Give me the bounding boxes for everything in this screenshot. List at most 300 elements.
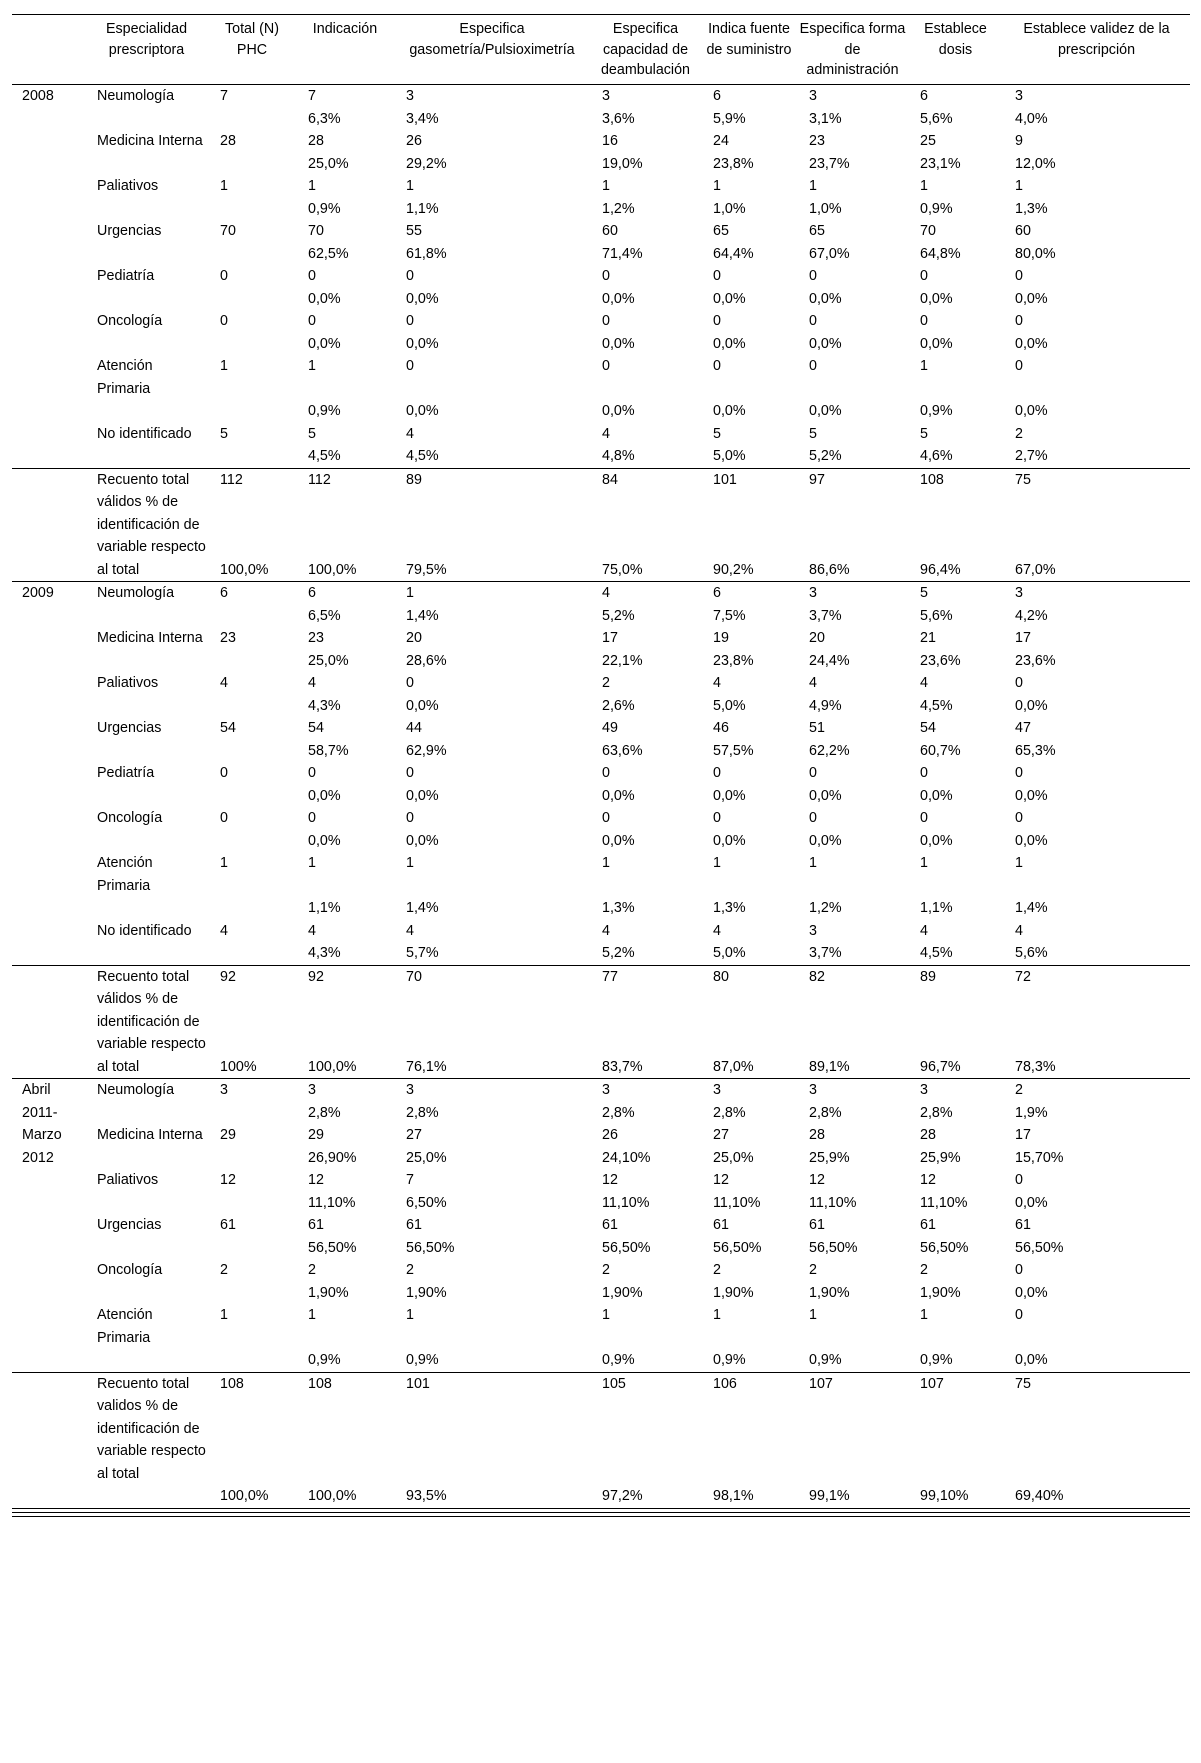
percent-cell: 0,0% bbox=[406, 335, 439, 352]
table-row bbox=[12, 1237, 1190, 1260]
empty-cell bbox=[85, 153, 208, 176]
total-cell: 5 bbox=[220, 425, 228, 442]
specialty-cell: Pediatría bbox=[97, 765, 155, 781]
count-cell: 0 bbox=[1015, 765, 1023, 781]
count-cell: 0 bbox=[602, 268, 610, 284]
specialty-cell: Oncología bbox=[97, 313, 163, 329]
count-cell: 60 bbox=[1015, 223, 1031, 239]
table-row bbox=[12, 423, 1190, 446]
total-label-tail-cell: al total bbox=[97, 1058, 140, 1075]
table-row bbox=[12, 650, 1190, 673]
empty-cell bbox=[208, 1237, 296, 1260]
count-cell: 28 bbox=[920, 1127, 936, 1143]
count-cell: 3 bbox=[602, 88, 610, 104]
count-cell: 4 bbox=[308, 922, 316, 939]
percent-cell: 56,50% bbox=[308, 1239, 357, 1256]
total-count-cell: 72 bbox=[1015, 968, 1031, 985]
total-percent-cell: 100,0% bbox=[308, 1058, 357, 1075]
percent-cell: 1,1% bbox=[920, 900, 953, 916]
total-count-cell: 101 bbox=[713, 471, 737, 488]
count-cell: 0 bbox=[1015, 313, 1023, 329]
table-row bbox=[12, 942, 1190, 965]
count-cell: 17 bbox=[1015, 1127, 1031, 1143]
percent-cell: 80,0% bbox=[1015, 245, 1056, 262]
percent-cell: 1,4% bbox=[1015, 900, 1048, 916]
empty-cell bbox=[208, 785, 296, 808]
percent-cell: 0,0% bbox=[809, 335, 842, 352]
count-cell: 61 bbox=[713, 1217, 729, 1233]
total-count-cell: 89 bbox=[920, 968, 936, 985]
percent-cell: 23,8% bbox=[713, 155, 754, 172]
table-row bbox=[12, 1214, 1190, 1237]
empty-cell bbox=[85, 400, 208, 423]
count-cell: 9 bbox=[1015, 133, 1023, 149]
count-cell: 1 bbox=[713, 1307, 721, 1323]
percent-cell: 64,4% bbox=[713, 245, 754, 262]
percent-cell: 0,0% bbox=[920, 787, 953, 804]
percent-cell: 71,4% bbox=[602, 245, 643, 262]
table-row bbox=[12, 897, 1190, 920]
percent-cell: 2,8% bbox=[920, 1104, 953, 1121]
percent-cell: 0,0% bbox=[713, 403, 746, 419]
percent-cell: 12,0% bbox=[1015, 155, 1056, 172]
percent-cell: 4,8% bbox=[602, 448, 635, 464]
percent-cell: 56,50% bbox=[602, 1239, 651, 1256]
empty-cell bbox=[12, 468, 85, 559]
count-cell: 54 bbox=[308, 720, 324, 736]
total-cell: 0 bbox=[220, 268, 228, 284]
count-cell: 17 bbox=[602, 630, 618, 646]
count-cell: 0 bbox=[920, 810, 928, 826]
count-cell: 0 bbox=[406, 313, 414, 329]
count-cell: 0 bbox=[1015, 268, 1023, 284]
empty-cell bbox=[85, 1485, 208, 1508]
empty-cell bbox=[85, 897, 208, 920]
table-row bbox=[12, 1192, 1190, 1215]
count-cell: 60 bbox=[602, 223, 618, 239]
percent-cell: 25,9% bbox=[920, 1149, 961, 1166]
empty-cell bbox=[85, 830, 208, 853]
total-percent-cell: 83,7% bbox=[602, 1058, 643, 1075]
count-cell: 5 bbox=[920, 585, 928, 601]
count-cell: 4 bbox=[602, 922, 610, 939]
percent-cell: 62,9% bbox=[406, 742, 447, 759]
percent-cell: 0,0% bbox=[602, 403, 635, 419]
table-header bbox=[12, 15, 1190, 85]
percent-cell: 19,0% bbox=[602, 155, 643, 172]
percent-cell: 5,2% bbox=[809, 448, 842, 464]
percent-cell: 23,8% bbox=[713, 652, 754, 669]
percent-cell: 4,5% bbox=[308, 448, 341, 464]
percent-cell: 6,3% bbox=[308, 110, 341, 127]
percent-cell: 2,7% bbox=[1015, 448, 1048, 464]
count-cell: 1 bbox=[809, 1307, 817, 1323]
count-cell: 0 bbox=[920, 313, 928, 329]
empty-cell bbox=[85, 942, 208, 965]
total-percent-cell: 100,0% bbox=[220, 1488, 269, 1504]
count-cell: 61 bbox=[602, 1217, 618, 1233]
percent-cell: 0,0% bbox=[406, 403, 439, 419]
total-cell: 1 bbox=[220, 178, 228, 194]
percent-cell: 3,6% bbox=[602, 110, 635, 127]
count-cell: 1 bbox=[308, 1307, 316, 1323]
total-percent-cell: 89,1% bbox=[809, 1058, 850, 1075]
percent-cell: 1,1% bbox=[406, 200, 439, 217]
count-cell: 23 bbox=[809, 133, 825, 149]
empty-cell bbox=[208, 1349, 296, 1372]
percent-cell: 0,0% bbox=[713, 832, 746, 849]
count-cell: 0 bbox=[406, 810, 414, 826]
total-count-cell: 108 bbox=[220, 1375, 244, 1392]
empty-cell bbox=[85, 1147, 208, 1170]
table-row bbox=[12, 1259, 1190, 1282]
total-count-cell: 105 bbox=[602, 1375, 626, 1392]
percent-cell: 0,0% bbox=[809, 787, 842, 804]
total-percent-cell: 90,2% bbox=[713, 561, 754, 578]
total-row bbox=[12, 468, 1190, 559]
percent-cell: 1,90% bbox=[809, 1284, 850, 1301]
percent-cell: 2,8% bbox=[406, 1104, 439, 1121]
count-cell: 2 bbox=[809, 1262, 817, 1278]
percent-cell: 26,90% bbox=[308, 1149, 357, 1166]
table-row bbox=[12, 1282, 1190, 1305]
table-row bbox=[12, 830, 1190, 853]
count-cell: 3 bbox=[809, 88, 817, 104]
count-cell: 0 bbox=[308, 765, 316, 781]
empty-cell bbox=[208, 1147, 296, 1170]
percent-cell: 0,0% bbox=[308, 335, 341, 352]
total-cell: 28 bbox=[220, 133, 236, 149]
count-cell: 1 bbox=[602, 1307, 610, 1323]
count-cell: 65 bbox=[809, 223, 825, 239]
total-count-cell: 92 bbox=[308, 968, 324, 985]
count-cell: 70 bbox=[308, 223, 324, 239]
percent-cell: 2,6% bbox=[602, 697, 635, 714]
table-row bbox=[12, 1304, 1190, 1349]
prescription-table bbox=[12, 14, 1190, 1509]
count-cell: 65 bbox=[713, 223, 729, 239]
count-cell: 0 bbox=[920, 765, 928, 781]
total-percent-cell: 86,6% bbox=[809, 561, 850, 578]
count-cell: 1 bbox=[602, 855, 610, 871]
total-row bbox=[12, 1056, 1190, 1079]
count-cell: 19 bbox=[713, 630, 729, 646]
count-cell: 1 bbox=[809, 178, 817, 194]
total-percent-cell: 100,0% bbox=[308, 561, 357, 578]
empty-cell bbox=[85, 1237, 208, 1260]
count-cell: 12 bbox=[713, 1172, 729, 1188]
count-cell: 0 bbox=[1015, 1172, 1023, 1188]
percent-cell: 0,9% bbox=[920, 200, 953, 217]
count-cell: 61 bbox=[920, 1217, 936, 1233]
count-cell: 2 bbox=[713, 1262, 721, 1278]
table-row bbox=[12, 1124, 1190, 1147]
percent-cell: 0,0% bbox=[406, 697, 439, 714]
specialty-cell: Atención Primaria bbox=[97, 358, 153, 397]
count-cell: 16 bbox=[602, 133, 618, 149]
table-row bbox=[12, 1349, 1190, 1372]
count-cell: 7 bbox=[406, 1172, 414, 1188]
count-cell: 0 bbox=[406, 675, 414, 691]
specialty-cell: Urgencias bbox=[97, 720, 162, 736]
total-cell: 54 bbox=[220, 720, 236, 736]
count-cell: 21 bbox=[920, 630, 936, 646]
count-cell: 51 bbox=[809, 720, 825, 736]
header-gasometria: Especifica gasometría/Pulsioximetría bbox=[409, 21, 575, 58]
total-percent-cell: 99,1% bbox=[809, 1488, 850, 1504]
count-cell: 5 bbox=[713, 425, 721, 442]
empty-cell bbox=[85, 1102, 208, 1125]
total-label-cell: Recuento total válidos % de identificación de variable respecto bbox=[97, 471, 206, 555]
percent-cell: 5,6% bbox=[1015, 945, 1048, 961]
count-cell: 26 bbox=[406, 133, 422, 149]
count-cell: 46 bbox=[713, 720, 729, 736]
percent-cell: 4,5% bbox=[920, 945, 953, 961]
count-cell: 2 bbox=[920, 1262, 928, 1278]
count-cell: 2 bbox=[1015, 425, 1023, 442]
count-cell: 0 bbox=[602, 765, 610, 781]
percent-cell: 1,90% bbox=[308, 1284, 349, 1301]
table-row bbox=[12, 175, 1190, 198]
table-row bbox=[12, 785, 1190, 808]
percent-cell: 0,0% bbox=[602, 832, 635, 849]
percent-cell: 2,8% bbox=[602, 1104, 635, 1121]
empty-cell bbox=[208, 605, 296, 628]
percent-cell: 0,0% bbox=[920, 832, 953, 849]
percent-cell: 15,70% bbox=[1015, 1149, 1064, 1166]
count-cell: 0 bbox=[1015, 675, 1023, 691]
percent-cell: 3,7% bbox=[809, 607, 842, 624]
count-cell: 0 bbox=[602, 313, 610, 329]
count-cell: 7 bbox=[308, 88, 316, 104]
count-cell: 1 bbox=[308, 855, 316, 871]
percent-cell: 5,2% bbox=[602, 945, 635, 961]
percent-cell: 62,2% bbox=[809, 742, 850, 759]
percent-cell: 2,8% bbox=[809, 1104, 842, 1121]
count-cell: 6 bbox=[920, 88, 928, 104]
percent-cell: 67,0% bbox=[809, 245, 850, 262]
count-cell: 61 bbox=[1015, 1217, 1031, 1233]
percent-cell: 11,10% bbox=[809, 1194, 857, 1211]
specialty-cell: Neumología bbox=[97, 88, 175, 104]
table-row bbox=[12, 1102, 1190, 1125]
count-cell: 5 bbox=[308, 425, 316, 442]
total-label-cell: Recuento total validos % de identificación de variable respecto al total bbox=[97, 1375, 206, 1482]
total-cell: 61 bbox=[220, 1217, 236, 1233]
table-row bbox=[12, 400, 1190, 423]
percent-cell: 25,0% bbox=[308, 652, 349, 669]
count-cell: 47 bbox=[1015, 720, 1031, 736]
count-cell: 0 bbox=[713, 765, 721, 781]
percent-cell: 0,9% bbox=[308, 403, 341, 419]
percent-cell: 28,6% bbox=[406, 652, 447, 669]
table-body bbox=[12, 85, 1190, 1509]
percent-cell: 0,9% bbox=[308, 200, 341, 217]
count-cell: 1 bbox=[920, 1307, 928, 1323]
percent-cell: 11,10% bbox=[713, 1194, 761, 1211]
empty-cell bbox=[208, 445, 296, 468]
total-percent-cell: 93,5% bbox=[406, 1488, 447, 1504]
count-cell: 1 bbox=[713, 178, 721, 194]
specialty-cell: Neumología bbox=[97, 585, 175, 601]
count-cell: 2 bbox=[1015, 1082, 1023, 1098]
count-cell: 0 bbox=[1015, 358, 1023, 374]
table-row bbox=[12, 310, 1190, 333]
empty-cell bbox=[12, 965, 85, 1056]
count-cell: 2 bbox=[406, 1262, 414, 1278]
percent-cell: 0,0% bbox=[713, 787, 746, 804]
empty-cell bbox=[85, 1282, 208, 1305]
percent-cell: 3,4% bbox=[406, 110, 439, 127]
count-cell: 1 bbox=[920, 358, 928, 374]
empty-cell bbox=[208, 1102, 296, 1125]
count-cell: 12 bbox=[602, 1172, 618, 1188]
count-cell: 0 bbox=[920, 268, 928, 284]
empty-cell bbox=[85, 695, 208, 718]
percent-cell: 23,6% bbox=[1015, 652, 1056, 669]
total-cell: 2 bbox=[220, 1262, 228, 1278]
count-cell: 27 bbox=[713, 1127, 729, 1143]
empty-cell bbox=[208, 198, 296, 221]
percent-cell: 7,5% bbox=[713, 607, 746, 624]
year-cell: Abril 2011-Marzo 2012 bbox=[22, 1082, 62, 1166]
percent-cell: 1,3% bbox=[602, 900, 635, 916]
percent-cell: 0,9% bbox=[920, 403, 953, 419]
percent-cell: 63,6% bbox=[602, 742, 643, 759]
empty-cell bbox=[208, 695, 296, 718]
count-cell: 0 bbox=[1015, 1307, 1023, 1323]
percent-cell: 1,2% bbox=[602, 200, 635, 217]
count-cell: 0 bbox=[308, 268, 316, 284]
percent-cell: 0,0% bbox=[809, 832, 842, 849]
percent-cell: 0,9% bbox=[602, 1352, 635, 1368]
count-cell: 0 bbox=[713, 268, 721, 284]
count-cell: 0 bbox=[809, 810, 817, 826]
count-cell: 0 bbox=[713, 313, 721, 329]
empty-cell bbox=[85, 243, 208, 266]
count-cell: 4 bbox=[602, 425, 610, 442]
total-percent-cell: 76,1% bbox=[406, 1058, 447, 1075]
total-count-cell: 89 bbox=[406, 471, 422, 488]
total-cell: 0 bbox=[220, 765, 228, 781]
total-count-cell: 82 bbox=[809, 968, 825, 985]
percent-cell: 0,0% bbox=[1015, 832, 1048, 849]
total-count-cell: 70 bbox=[406, 968, 422, 985]
count-cell: 3 bbox=[920, 1082, 928, 1098]
percent-cell: 29,2% bbox=[406, 155, 447, 172]
percent-cell: 0,0% bbox=[602, 290, 635, 307]
percent-cell: 0,0% bbox=[406, 832, 439, 849]
year-cell: 2009 bbox=[22, 585, 54, 601]
total-count-cell: 84 bbox=[602, 471, 618, 488]
percent-cell: 0,0% bbox=[1015, 1284, 1048, 1301]
count-cell: 17 bbox=[1015, 630, 1031, 646]
count-cell: 20 bbox=[406, 630, 422, 646]
percent-cell: 4,3% bbox=[308, 945, 341, 961]
percent-cell: 62,5% bbox=[308, 245, 349, 262]
empty-cell bbox=[208, 1282, 296, 1305]
header-deambulacion: Especifica capacidad de deambulación bbox=[600, 21, 691, 78]
percent-cell: 25,0% bbox=[406, 1149, 447, 1166]
total-count-cell: 101 bbox=[406, 1375, 430, 1392]
percent-cell: 1,3% bbox=[1015, 200, 1048, 217]
total-count-cell: 97 bbox=[809, 471, 825, 488]
header-especialidad: Especialidad prescriptora bbox=[105, 21, 188, 58]
total-count-cell: 108 bbox=[308, 1375, 332, 1392]
percent-cell: 4,9% bbox=[809, 697, 842, 714]
percent-cell: 1,1% bbox=[308, 900, 341, 916]
table-row bbox=[12, 445, 1190, 468]
percent-cell: 5,6% bbox=[920, 607, 953, 624]
header-year bbox=[12, 15, 85, 85]
percent-cell: 0,0% bbox=[1015, 290, 1048, 307]
percent-cell: 61,8% bbox=[406, 245, 447, 262]
total-cell: 7 bbox=[220, 88, 228, 104]
count-cell: 61 bbox=[809, 1217, 825, 1233]
percent-cell: 0,0% bbox=[1015, 787, 1048, 804]
percent-cell: 2,8% bbox=[713, 1104, 746, 1121]
table-row bbox=[12, 220, 1190, 243]
total-label-cell: Recuento total válidos % de identificación de variable respecto bbox=[97, 968, 206, 1052]
header-validez: Establece validez de la prescripción bbox=[1023, 21, 1170, 58]
percent-cell: 56,50% bbox=[809, 1239, 858, 1256]
percent-cell: 0,0% bbox=[920, 335, 953, 352]
table-row bbox=[12, 605, 1190, 628]
total-row bbox=[12, 1485, 1190, 1508]
percent-cell: 23,6% bbox=[920, 652, 961, 669]
count-cell: 5 bbox=[920, 425, 928, 442]
percent-cell: 0,0% bbox=[308, 290, 341, 307]
count-cell: 1 bbox=[308, 178, 316, 194]
count-cell: 2 bbox=[602, 1262, 610, 1278]
percent-cell: 0,0% bbox=[308, 787, 341, 804]
percent-cell: 4,0% bbox=[1015, 110, 1048, 127]
empty-cell bbox=[208, 942, 296, 965]
percent-cell: 0,0% bbox=[809, 403, 842, 419]
percent-cell: 0,9% bbox=[406, 1352, 439, 1368]
count-cell: 4 bbox=[920, 675, 928, 691]
percent-cell: 6,5% bbox=[308, 607, 341, 624]
percent-cell: 56,50% bbox=[406, 1239, 455, 1256]
percent-cell: 5,0% bbox=[713, 697, 746, 714]
total-count-cell: 77 bbox=[602, 968, 618, 985]
empty-cell bbox=[208, 153, 296, 176]
total-percent-cell: 96,4% bbox=[920, 561, 961, 578]
count-cell: 6 bbox=[713, 585, 721, 601]
count-cell: 29 bbox=[308, 1127, 324, 1143]
count-cell: 55 bbox=[406, 223, 422, 239]
prescription-table-container bbox=[12, 14, 1190, 1517]
percent-cell: 0,0% bbox=[1015, 335, 1048, 352]
percent-cell: 1,9% bbox=[1015, 1104, 1048, 1121]
empty-cell bbox=[208, 897, 296, 920]
empty-cell bbox=[208, 288, 296, 311]
percent-cell: 2,8% bbox=[308, 1104, 341, 1121]
count-cell: 0 bbox=[406, 765, 414, 781]
count-cell: 3 bbox=[308, 1082, 316, 1098]
percent-cell: 11,10% bbox=[602, 1194, 650, 1211]
percent-cell: 0,0% bbox=[1015, 1352, 1048, 1368]
count-cell: 12 bbox=[920, 1172, 936, 1188]
total-cell: 12 bbox=[220, 1172, 236, 1188]
table-row bbox=[12, 852, 1190, 897]
percent-cell: 3,7% bbox=[809, 945, 842, 961]
percent-cell: 57,5% bbox=[713, 742, 754, 759]
count-cell: 61 bbox=[406, 1217, 422, 1233]
count-cell: 0 bbox=[809, 358, 817, 374]
count-cell: 0 bbox=[809, 765, 817, 781]
specialty-cell: Pediatría bbox=[97, 268, 155, 284]
